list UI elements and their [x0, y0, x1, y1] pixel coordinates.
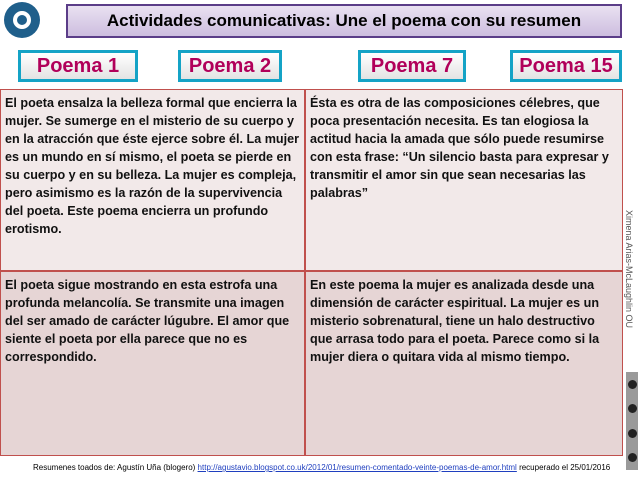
table-divider-horizontal	[0, 270, 623, 272]
footer-suffix: recuperado el 25/01/2016	[516, 463, 611, 472]
tab-poema-1[interactable]: Poema 1	[18, 50, 138, 82]
summary-cell-4: En este poema la mujer es analizada desde una dimensión de carácter espiritual. La mujer es un misterio sobrenatural, tiene un halo destructivo que arrasa todo para el poeta. Parece como si la mujer diera o quitara vida al mismo tiempo.	[306, 272, 622, 455]
summary-cell-1: El poeta ensalza la belleza formal que encierra la mujer. Se sumerge en el misterio de su cuerpo y en la atracción que éste ejerce sobre él. La mujer es un mundo en sí mismo, el poeta se pierde en su cuerpo y en su belleza. La mujer es compleja, pero asimismo es la razón de la supervivencia del poeta. Este poema encierra un profundo erotismo.	[1, 90, 304, 270]
open-university-logo-icon	[4, 2, 40, 38]
table-divider-vertical	[304, 89, 306, 456]
summary-cell-3: El poeta sigue mostrando en esta estrofa una profunda melancolía. Se transmite una imagen del ser amado de carácter lúgubre. El amor que siente el poeta por ella parece que no es correspondido.	[1, 272, 304, 455]
creative-commons-icon	[626, 372, 638, 470]
page-title: Actividades comunicativas: Une el poema con su resumen	[66, 4, 622, 38]
footer-source	[33, 463, 610, 472]
tab-poema-2[interactable]: Poema 2	[178, 50, 282, 82]
footer-source-link[interactable]: http://agustavio.blogspot.co.uk/2012/01/resumen-comentado-veinte-poemas-de-amor.html	[197, 463, 517, 472]
footer-prefix: Resumenes toados de: Agustín Uña (blogero)	[33, 463, 198, 472]
summary-cell-2: Ésta es otra de las composiciones célebres, que poca presentación necesita. Es tan elogiosa la actitud hacia la amada que sólo puede resumirse con esta frase: “Un silencio basta para expresar y transmitir el amor sin que sean necesarias las palabras”	[306, 90, 622, 270]
tab-poema-7[interactable]: Poema 7	[358, 50, 466, 82]
author-credit: Ximena Arias-McLaughlin OU	[624, 210, 634, 329]
tab-poema-15[interactable]: Poema 15	[510, 50, 622, 82]
